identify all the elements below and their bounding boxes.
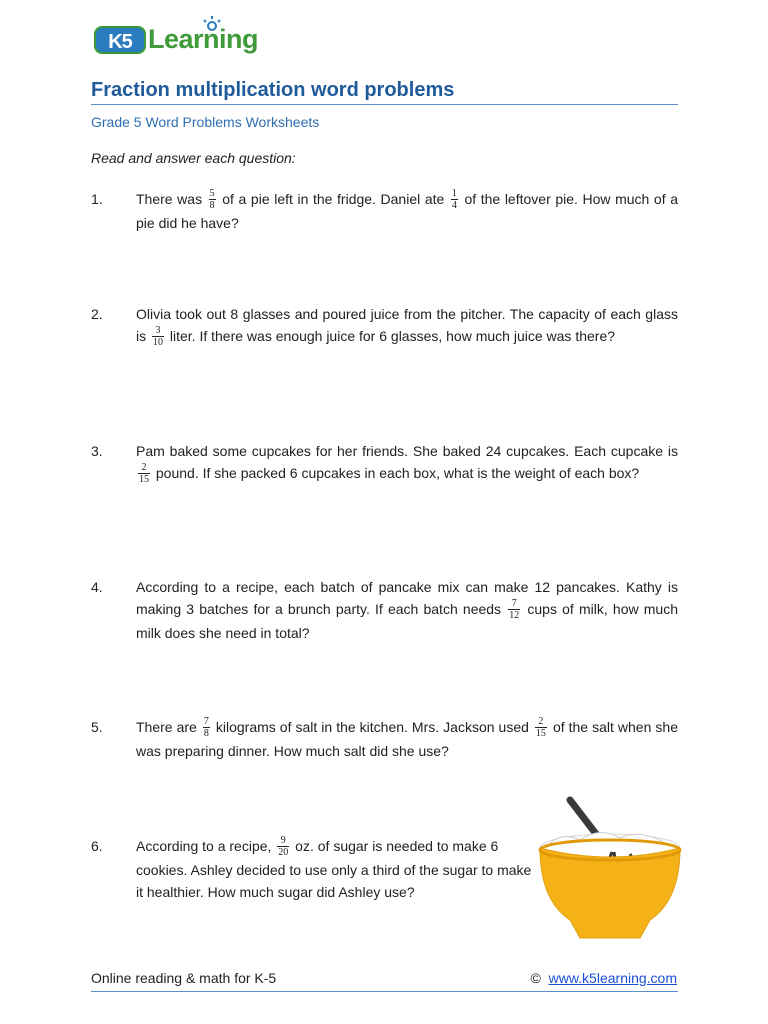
question-text-run: of the salt when she was preparing dinner. How much salt did she use? bbox=[136, 719, 678, 759]
fraction-denominator: 10 bbox=[153, 336, 163, 348]
question-number: 6. bbox=[91, 838, 103, 854]
question-number: 3. bbox=[91, 443, 103, 459]
fraction bbox=[152, 325, 164, 348]
copyright-symbol: © bbox=[530, 970, 541, 986]
question-text-run: Pam baked some cupcakes for her friends. She baked 24 cupcakes. Each cupcake is bbox=[136, 443, 678, 459]
question-text bbox=[136, 188, 678, 234]
fraction-numerator: 7 bbox=[511, 597, 517, 609]
question-number: 4. bbox=[91, 579, 103, 595]
k5-learning-logo bbox=[92, 14, 262, 62]
footer-tagline: Online reading & math for K-5 bbox=[91, 970, 277, 986]
title-divider bbox=[91, 104, 678, 105]
fraction bbox=[451, 188, 458, 211]
question-text-run: cups of milk, how much milk does she need in total? bbox=[136, 601, 678, 641]
fraction bbox=[138, 462, 150, 485]
question-number: 1. bbox=[91, 191, 103, 207]
fraction-denominator: 15 bbox=[139, 473, 149, 485]
question-text bbox=[136, 576, 678, 644]
fraction bbox=[277, 835, 289, 858]
question-text-run: oz. of sugar is needed to make 6 cookies. Ashley decided to use only a third of the sugar to make it healthier. How much sugar did Ashley use? bbox=[136, 838, 532, 900]
fraction-numerator: 7 bbox=[203, 715, 209, 727]
question-text-run: of the leftover pie. How much of a pie did he have? bbox=[136, 191, 678, 231]
question-text-run: of a pie left in the fridge. Daniel ate bbox=[217, 191, 449, 207]
question-text-run: According to a recipe, bbox=[136, 838, 276, 854]
question-text-run: pound. If she packed 6 cupcakes in each box, what is the weight of each box? bbox=[152, 465, 640, 481]
fraction-numerator: 5 bbox=[209, 187, 215, 199]
question-number: 2. bbox=[91, 306, 103, 322]
mixing-bowl-whisk-icon bbox=[530, 790, 690, 950]
question-text-run: According to a recipe, each batch of pancake mix can make 12 pancakes. Kathy is making 3 batches for a brunch party. If each batch needs bbox=[136, 579, 678, 617]
fraction-denominator: 8 bbox=[209, 199, 215, 211]
fraction bbox=[209, 188, 216, 211]
fraction-numerator: 1 bbox=[451, 187, 457, 199]
fraction bbox=[508, 598, 520, 621]
question-text-run: There are bbox=[136, 719, 201, 735]
fraction bbox=[203, 716, 210, 739]
instructions: Read and answer each question: bbox=[91, 150, 296, 166]
question-text-run: kilograms of salt in the kitchen. Mrs. Jackson used bbox=[211, 719, 533, 735]
question-text bbox=[136, 716, 678, 762]
page-subtitle: Grade 5 Word Problems Worksheets bbox=[91, 114, 320, 130]
page-title: Fraction multiplication word problems bbox=[91, 79, 455, 101]
footer-divider bbox=[91, 991, 678, 992]
fraction-numerator: 9 bbox=[280, 834, 286, 846]
fraction-denominator: 20 bbox=[278, 846, 289, 858]
question-text-run: Olivia took out 8 glasses and poured juice from the pitcher. The capacity of each glass is bbox=[136, 306, 678, 344]
website-link[interactable]: www.k5learning.com bbox=[548, 970, 677, 986]
footer-copyright bbox=[531, 970, 678, 986]
logo-word: Learning bbox=[148, 24, 259, 54]
fraction-denominator: 12 bbox=[509, 609, 520, 621]
sparkle-icon bbox=[200, 14, 224, 34]
question-text-run: liter. If there was enough juice for 6 glasses, how much juice was there? bbox=[166, 328, 616, 344]
logo-badge: K5 bbox=[94, 26, 146, 54]
question-text bbox=[136, 440, 678, 486]
fraction-denominator: 4 bbox=[451, 199, 457, 211]
question-number: 5. bbox=[91, 719, 103, 735]
fraction-numerator: 2 bbox=[538, 715, 544, 727]
question-text-run: There was bbox=[136, 191, 207, 207]
question-text bbox=[136, 835, 534, 903]
fraction-denominator: 8 bbox=[203, 727, 209, 739]
fraction-numerator: 3 bbox=[155, 324, 161, 336]
fraction-numerator: 2 bbox=[141, 461, 147, 473]
fraction-denominator: 15 bbox=[535, 727, 546, 739]
fraction bbox=[535, 716, 547, 739]
question-text bbox=[136, 303, 678, 349]
